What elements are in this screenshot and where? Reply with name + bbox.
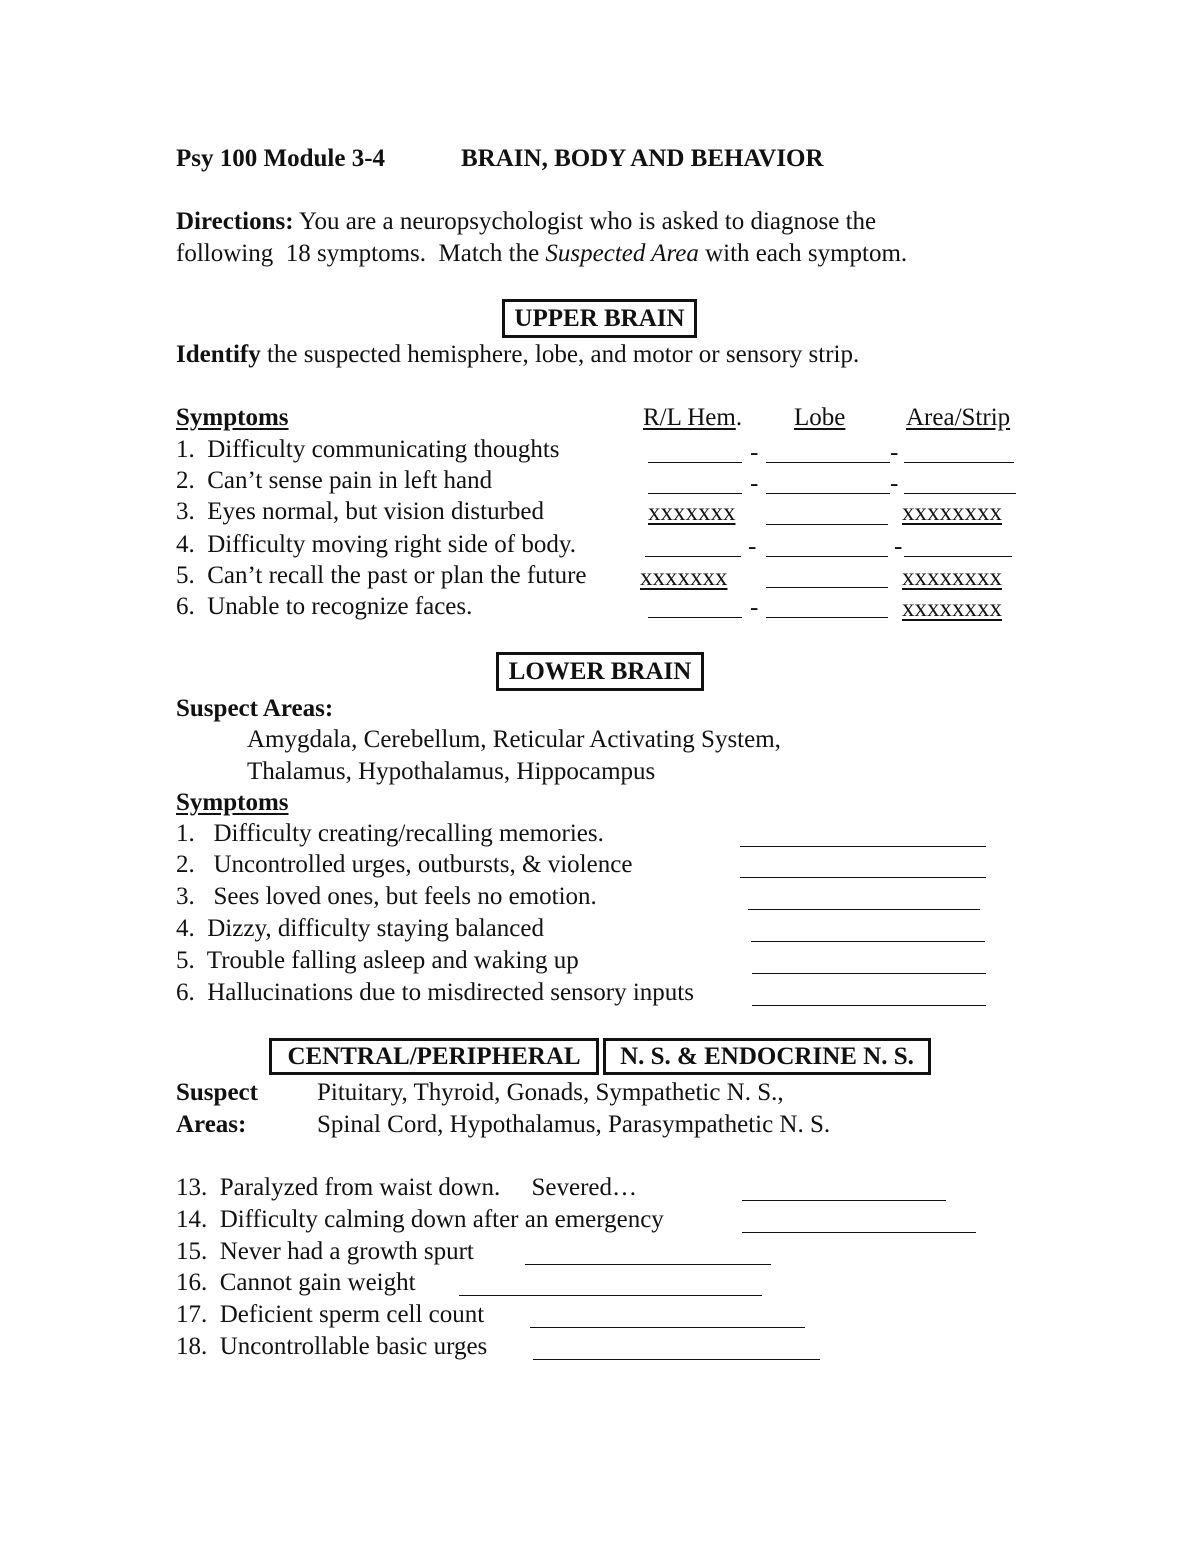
hem-blank-4[interactable] xyxy=(645,534,741,557)
area-x-3: xxxxxxxx xyxy=(902,499,1002,526)
directions-text: You are a neuropsychologist who is asked to diagnose the xyxy=(293,208,877,235)
upper-item-6: 6. Unable to recognize faces. xyxy=(176,593,473,620)
lower-item-3: 3. Sees loved ones, but feels no emotion. xyxy=(176,883,597,910)
cns-areas-line-1: Pituitary, Thyroid, Gonads, Sympathetic N. S., xyxy=(317,1079,784,1106)
dash: - xyxy=(750,470,759,497)
cns-blank-13[interactable] xyxy=(742,1178,946,1201)
dash: - xyxy=(750,439,759,466)
lower-areas-line-1: Amygdala, Cerebellum, Reticular Activating System, xyxy=(247,726,781,753)
dash: - xyxy=(890,439,899,466)
lower-brain-heading: LOWER BRAIN xyxy=(496,652,704,691)
cns-blank-18[interactable] xyxy=(533,1337,820,1360)
page-title: BRAIN, BODY AND BEHAVIOR xyxy=(461,145,824,172)
hem-blank-2[interactable] xyxy=(648,471,742,494)
cns-areas-line-2: Spinal Cord, Hypothalamus, Parasympathetic N. S. xyxy=(317,1111,831,1138)
lower-item-6: 6. Hallucinations due to misdirected sensory inputs xyxy=(176,979,694,1006)
cns-item-18: 18. Uncontrollable basic urges xyxy=(176,1333,488,1360)
dash: - xyxy=(894,533,903,560)
directions-italic: Suspected Area xyxy=(545,240,699,267)
cns-blank-17[interactable] xyxy=(530,1305,805,1328)
upper-col-hem xyxy=(643,405,742,430)
cns-blank-14[interactable] xyxy=(742,1210,976,1233)
lower-suspect-label: Suspect Areas: xyxy=(176,695,334,722)
cns-areas-label: Areas: xyxy=(176,1111,247,1138)
lobe-blank-4[interactable] xyxy=(766,534,888,557)
lobe-blank-6[interactable] xyxy=(766,595,888,618)
upper-item-4: 4. Difficulty moving right side of body. xyxy=(176,531,576,558)
lower-item-2: 2. Uncontrolled urges, outbursts, & violence xyxy=(176,851,633,878)
lobe-blank-3[interactable] xyxy=(766,502,888,525)
directions-line-2 xyxy=(176,241,907,266)
col-hem-label: R/L Hem xyxy=(643,404,736,431)
hem-blank-1[interactable] xyxy=(648,440,742,463)
cns-suspect-label: Suspect xyxy=(176,1079,258,1106)
lower-blank-2[interactable] xyxy=(740,855,986,878)
area-x-6: xxxxxxxx xyxy=(902,595,1002,622)
directions-text-2: following 18 symptoms. Match the xyxy=(176,240,546,267)
cns-blank-16[interactable] xyxy=(459,1273,762,1296)
col-hem-dot: . xyxy=(735,404,743,431)
directions-line-1 xyxy=(176,209,876,234)
area-blank-2[interactable] xyxy=(904,471,1016,494)
dash: - xyxy=(890,470,899,497)
lower-blank-1[interactable] xyxy=(740,824,986,847)
area-blank-1[interactable] xyxy=(904,440,1014,463)
cns-heading-right: N. S. & ENDOCRINE N. S. xyxy=(603,1038,931,1075)
lower-item-1: 1. Difficulty creating/recalling memories. xyxy=(176,820,604,847)
course-label: Psy 100 Module 3-4 xyxy=(176,145,386,172)
upper-col-symptoms: Symptoms xyxy=(176,404,289,431)
hem-x-3: xxxxxxx xyxy=(648,499,736,526)
directions-label: Directions: xyxy=(176,208,294,235)
hem-x-5: xxxxxxx xyxy=(640,564,728,591)
lobe-blank-2[interactable] xyxy=(766,471,890,494)
lower-item-4: 4. Dizzy, difficulty staying balanced xyxy=(176,915,544,942)
cns-item-14: 14. Difficulty calming down after an emergency xyxy=(176,1206,664,1233)
area-blank-4[interactable] xyxy=(904,534,1012,557)
lower-blank-3[interactable] xyxy=(748,887,980,910)
upper-col-area: Area/Strip xyxy=(906,404,1011,431)
cns-item-15: 15. Never had a growth spurt xyxy=(176,1238,474,1265)
lobe-blank-5[interactable] xyxy=(766,565,888,588)
cns-blank-15[interactable] xyxy=(525,1242,771,1265)
identify-rest: the suspected hemisphere, lobe, and motor or sensory strip. xyxy=(260,341,860,368)
upper-item-1: 1. Difficulty communicating thoughts xyxy=(176,436,560,463)
upper-brain-heading: UPPER BRAIN xyxy=(502,299,697,338)
upper-identify xyxy=(176,342,859,367)
upper-col-lobe: Lobe xyxy=(794,404,846,431)
lower-blank-6[interactable] xyxy=(752,983,986,1006)
lower-symptoms-label: Symptoms xyxy=(176,789,289,816)
cns-heading-left: CENTRAL/PERIPHERAL xyxy=(269,1038,599,1075)
upper-item-5: 5. Can’t recall the past or plan the future xyxy=(176,562,587,589)
identify-bold: Identify xyxy=(176,341,261,368)
hem-blank-6[interactable] xyxy=(648,595,742,618)
lobe-blank-1[interactable] xyxy=(766,440,890,463)
cns-item-17: 17. Deficient sperm cell count xyxy=(176,1301,485,1328)
lower-blank-5[interactable] xyxy=(752,951,986,974)
lower-areas-line-2: Thalamus, Hypothalamus, Hippocampus xyxy=(247,758,656,785)
area-x-5: xxxxxxxx xyxy=(902,564,1002,591)
directions-text-3: with each symptom. xyxy=(698,240,908,267)
upper-item-3: 3. Eyes normal, but vision disturbed xyxy=(176,498,545,525)
upper-item-2: 2. Can’t sense pain in left hand xyxy=(176,467,493,494)
dash: - xyxy=(750,594,759,621)
cns-item-16: 16. Cannot gain weight xyxy=(176,1269,416,1296)
lower-item-5: 5. Trouble falling asleep and waking up xyxy=(176,947,579,974)
dash: - xyxy=(748,533,757,560)
lower-blank-4[interactable] xyxy=(751,919,985,942)
cns-item-13: 13. Paralyzed from waist down. Severed… xyxy=(176,1174,637,1201)
